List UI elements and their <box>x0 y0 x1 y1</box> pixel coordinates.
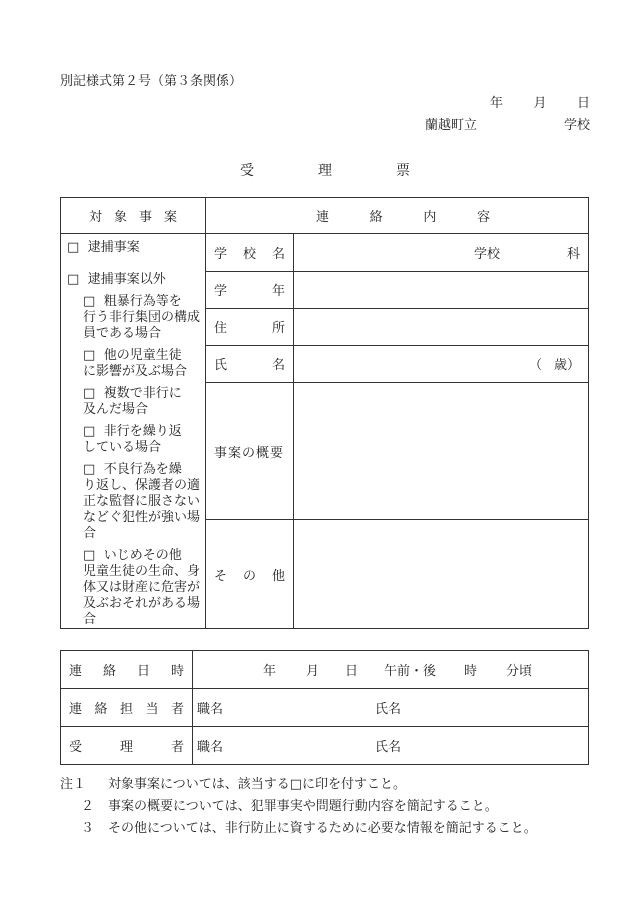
checkbox-icon[interactable]: □ <box>83 424 96 439</box>
note-number: ３ <box>80 821 94 836</box>
label-char: 連 <box>69 702 83 717</box>
subitem-text: 及んだ場合 <box>83 402 149 417</box>
header-target-char: 案 <box>163 210 177 225</box>
datetime-day: 日 <box>345 664 359 679</box>
name-label: 氏名 <box>375 702 402 717</box>
label-char: 年 <box>271 284 285 300</box>
school-suffix-text: 学校 <box>474 247 501 263</box>
checkbox-subitem[interactable] <box>83 348 201 380</box>
summary-field[interactable] <box>294 383 589 520</box>
school-prefix: 蘭越町立 <box>425 118 478 133</box>
label-address <box>206 308 294 345</box>
header-target-char: 対 <box>89 210 103 225</box>
title-char-1: 受 <box>240 163 254 179</box>
grade-field[interactable] <box>294 272 589 308</box>
label-summary <box>206 383 294 520</box>
contact-person-field[interactable] <box>193 689 589 727</box>
label-char: 所 <box>271 321 285 337</box>
header-contact <box>206 198 589 234</box>
label-contact-person <box>61 689 193 727</box>
checkbox-icon[interactable]: □ <box>83 386 96 401</box>
label-name <box>206 345 294 382</box>
datetime-year: 年 <box>263 664 277 679</box>
datetime-minute: 分頃 <box>506 664 533 679</box>
label-char: 時 <box>170 664 184 679</box>
label-char: 絡 <box>94 702 108 717</box>
subitem-text: 行う非行集団の構成員である場合 <box>83 310 201 341</box>
school-line <box>425 114 590 133</box>
header-target <box>61 198 206 234</box>
other-field[interactable] <box>294 520 589 629</box>
title-char-2: 理 <box>318 163 332 179</box>
note-3 <box>60 818 537 840</box>
checkbox-non-arrest[interactable] <box>67 272 201 288</box>
form-id: 別記様式第２号（第３条関係） <box>60 74 243 89</box>
subitem-text: 複数で非行に <box>103 386 182 401</box>
school-suffix: 学校 <box>563 118 590 133</box>
subitem-text: いじめその他 <box>103 548 182 563</box>
page-title <box>240 160 410 180</box>
name-field[interactable] <box>294 345 589 382</box>
school-name-field[interactable] <box>294 234 589 272</box>
label-char: 受 <box>69 740 83 755</box>
label-char: 校 <box>242 247 256 263</box>
datetime-hour: 時 <box>464 664 478 679</box>
checkbox-icon[interactable]: □ <box>67 272 80 287</box>
subitem-text: 不良行為を繰 <box>103 462 182 477</box>
label-char: の <box>242 568 256 584</box>
note-number: ２ <box>80 799 94 814</box>
checkbox-subitem[interactable] <box>83 462 201 542</box>
label-char: 住 <box>214 321 228 337</box>
receiver-field[interactable] <box>193 727 589 765</box>
note-text: 対象事案については、該当する□に印を付すこと。 <box>108 777 407 792</box>
header-contact-char: 内 <box>423 210 437 225</box>
header-contact-char: 容 <box>476 210 490 225</box>
date-year: 年 <box>490 96 504 111</box>
label-summary-text: 事案の概要 <box>214 445 285 461</box>
label-char: 名 <box>271 247 285 263</box>
label-char: 日 <box>136 664 150 679</box>
subitem-text: り返し、保護者の適正な監督に服さないなどぐ犯性が強い場合 <box>83 478 201 541</box>
department-suffix-text: 科 <box>566 247 580 263</box>
note-text: その他については、非行防止に資するために必要な情報を簡記すること。 <box>108 821 537 836</box>
checkbox-arrest[interactable] <box>67 240 201 256</box>
checkbox-icon[interactable]: □ <box>83 294 96 309</box>
position-label: 職名 <box>197 702 224 717</box>
label-other <box>206 520 294 629</box>
label-char: 者 <box>170 740 184 755</box>
label-char: 担 <box>119 702 133 717</box>
address-field[interactable] <box>294 308 589 345</box>
label-char: 他 <box>271 568 285 584</box>
label-char: 学 <box>214 284 228 300</box>
contact-table <box>60 650 589 765</box>
label-char: 学 <box>214 247 228 263</box>
checkbox-icon[interactable]: □ <box>83 462 96 477</box>
title-char-3: 票 <box>396 163 410 179</box>
subitem-text: 児童生徒の生命、身体又は財産に危害が及ぶおそれがある場合 <box>83 564 201 627</box>
position-label: 職名 <box>197 740 224 755</box>
label-char: 名 <box>271 358 285 374</box>
checkbox-icon[interactable]: □ <box>67 240 80 255</box>
checkbox-non-arrest-label: 逮捕事案以外 <box>87 272 166 287</box>
note-text: 事案の概要については、犯罪事実や問題行動内容を簡記すること。 <box>108 799 498 814</box>
subitem-text: している場合 <box>83 440 162 455</box>
note-number: 注１ <box>60 777 87 792</box>
date-month: 月 <box>533 96 547 111</box>
checkbox-icon[interactable]: □ <box>83 548 96 563</box>
label-char: 氏 <box>214 358 228 374</box>
header-contact-char: 連 <box>316 210 330 225</box>
checkbox-subitem[interactable] <box>83 424 201 456</box>
contact-datetime-field[interactable] <box>193 651 589 689</box>
header-target-char: 事 <box>138 210 152 225</box>
checkbox-arrest-label: 逮捕事案 <box>87 240 140 255</box>
subitem-text: 非行を繰り返 <box>103 424 182 439</box>
checkbox-icon[interactable]: □ <box>83 348 96 363</box>
date-day: 日 <box>576 96 590 111</box>
note-1 <box>60 774 537 796</box>
notes <box>60 774 537 840</box>
age-suffix: 歳） <box>553 358 580 374</box>
label-grade <box>206 272 294 308</box>
label-contact-datetime <box>61 651 193 689</box>
category-list <box>61 234 206 629</box>
age-open-paren: （ <box>529 358 543 374</box>
label-char: 連 <box>69 664 83 679</box>
label-char: 理 <box>119 740 133 755</box>
datetime-month: 月 <box>306 664 320 679</box>
label-school-name <box>206 234 294 272</box>
label-char: 絡 <box>102 664 116 679</box>
subitem-text: 粗暴行為等を <box>103 294 182 309</box>
date-line <box>490 92 590 111</box>
checkbox-subitem[interactable] <box>83 386 201 418</box>
header-contact-char: 絡 <box>369 210 383 225</box>
label-char: そ <box>214 568 228 584</box>
subitem-text: 他の児童生徒 <box>103 348 182 363</box>
header-target-char: 象 <box>113 210 127 225</box>
checkbox-subitem[interactable] <box>83 548 201 628</box>
checkbox-subitem[interactable] <box>83 294 201 342</box>
label-receiver <box>61 727 193 765</box>
subitem-text: に影響が及ぶ場合 <box>83 364 188 379</box>
note-2 <box>60 796 537 818</box>
name-label: 氏名 <box>375 740 402 755</box>
main-table <box>60 197 589 629</box>
label-char: 当 <box>145 702 159 717</box>
label-char: 者 <box>170 702 184 717</box>
datetime-ampm: 午前・後 <box>384 664 437 679</box>
